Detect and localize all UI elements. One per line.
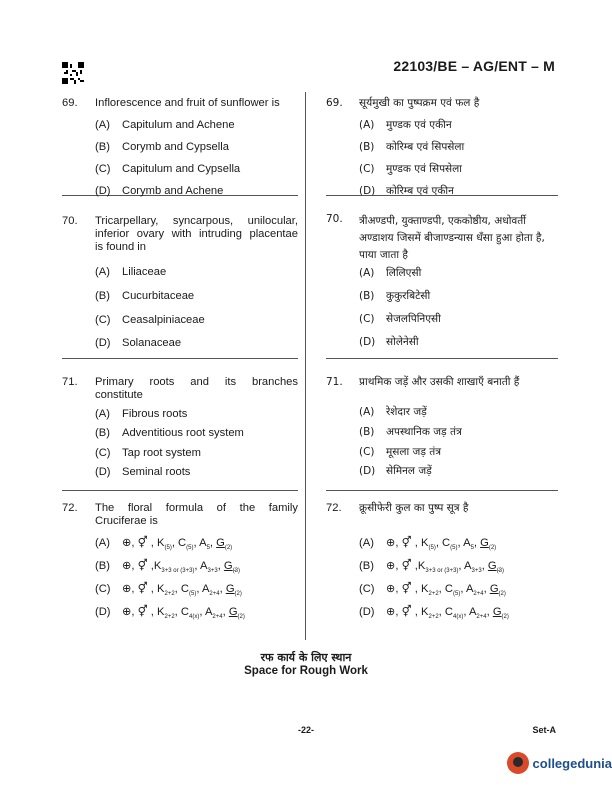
question-70 bbox=[62, 215, 298, 349]
rough-work-label: Space for Rough Work bbox=[244, 665, 368, 677]
option-b[interactable]: (B) कोरिम्ब एवं सिपसेला bbox=[359, 141, 465, 153]
question-text-line: पाया जाता है bbox=[359, 249, 408, 261]
paper-code: 22103/BE – AG/ENT – M bbox=[393, 58, 555, 74]
question-number: 72. bbox=[326, 502, 342, 514]
question-number: 70. bbox=[62, 215, 78, 227]
option-b[interactable]: (B) ⊕, ⚥ $,K_{3+3 or (3+3)}$, $A_{3+3}$, $G_{(3)}$ bbox=[359, 560, 504, 575]
option-d[interactable]: (D) Seminal roots bbox=[95, 466, 191, 478]
question-69-hindi bbox=[326, 97, 558, 197]
question-69 bbox=[62, 97, 298, 197]
rough-work-label-hindi: रफ कार्य के लिए स्थान bbox=[260, 651, 352, 664]
column-divider bbox=[305, 92, 306, 640]
question-text-line: त्रीअण्डपी, युक्ताण्डपी, एककोष्ठीय, अधोवर्ती bbox=[359, 215, 526, 227]
option-c[interactable]: (C) मुण्डक एवं सिपसेला bbox=[359, 163, 462, 175]
question-72 bbox=[62, 502, 298, 621]
option-b[interactable]: (B) Cucurbitaceae bbox=[95, 290, 195, 302]
option-a[interactable]: (A) ⊕, ⚥ , $K_{(5)}$, $C_{(5)}$, $A_5$, $G_{(2)}$ bbox=[95, 537, 233, 552]
hindi-column bbox=[326, 0, 558, 700]
option-b[interactable]: (B) ⊕, ⚥ $,K_{3+3 or (3+3)}$, $A_{3+3}$, $G_{(3)}$ bbox=[95, 560, 240, 575]
question-text: Inflorescence and fruit of sunflower is bbox=[95, 97, 280, 109]
option-a[interactable]: (A) Liliaceae bbox=[95, 266, 167, 278]
question-number: 69. bbox=[326, 97, 343, 109]
option-c[interactable]: (C) सेजलपिनिएसी bbox=[359, 313, 441, 325]
option-d[interactable]: (D) ⊕, ⚥ , $K_{2+2}$, $C_{4(x)}$, $A_{2+4}$, $G_{(2)}$ bbox=[359, 606, 509, 621]
option-b[interactable]: (B) अपस्थानिक जड़ तंत्र bbox=[359, 426, 462, 438]
page-number: -22- bbox=[297, 725, 314, 735]
question-70-hindi bbox=[326, 213, 558, 348]
option-c[interactable]: (C) मूसला जड़ तंत्र bbox=[359, 446, 442, 458]
question-71 bbox=[62, 376, 298, 478]
option-c[interactable]: (C) Tap root system bbox=[95, 447, 201, 459]
option-d[interactable]: (D) Solanaceae bbox=[95, 337, 182, 349]
english-column bbox=[62, 0, 298, 700]
option-d[interactable]: (D) सोलेनेसी bbox=[359, 336, 419, 348]
question-text-line: अण्डाशय जिसमें बीजाण्डन्यास धँसा हुआ होता है, bbox=[359, 232, 545, 244]
question-text-line: Cruciferae is bbox=[95, 515, 158, 527]
option-a[interactable]: (A) ⊕, ⚥ , $K_{(5)}$, $C_{(5)}$, $A_5$, $G_{(2)}$ bbox=[359, 537, 497, 552]
option-a[interactable]: (A) मुण्डक एवं एकीन bbox=[359, 119, 452, 131]
logo-text: collegedunia bbox=[532, 755, 612, 771]
option-c[interactable]: (C) Capitulum and Cypsella bbox=[95, 163, 241, 175]
option-c[interactable]: (C) Ceasalpiniaceae bbox=[95, 314, 205, 326]
question-72-hindi bbox=[326, 502, 558, 621]
option-d[interactable]: (D) ⊕, ⚥ , $K_{2+2}$, $C_{4(x)}$, $A_{2+4}$, $G_{(2)}$ bbox=[95, 606, 245, 621]
option-a[interactable]: (A) Capitulum and Achene bbox=[95, 119, 235, 131]
option-b[interactable]: (B) Adventitious root system bbox=[95, 427, 244, 439]
question-text: क्रूसीफेरी कुल का पुष्प सूत्र है bbox=[359, 502, 469, 514]
question-text-line: Tricarpellary, syncarpous, unilocular, bbox=[95, 215, 298, 227]
question-number: 71. bbox=[326, 376, 343, 388]
question-text-line: inferior ovary with intruding placentae bbox=[95, 228, 298, 240]
question-71-hindi bbox=[326, 376, 558, 477]
question-text: प्राथमिक जड़ें और उसकी शाखाएँ बनाती हैं bbox=[359, 376, 520, 388]
option-a[interactable]: (A) Fibrous roots bbox=[95, 408, 188, 420]
option-c[interactable]: (C) ⊕, ⚥ , $K_{2+2}$, $C_{(5)}$, $A_{2+4}$, $G_{(2)}$ bbox=[95, 583, 242, 598]
option-b[interactable]: (B) Corymb and Cypsella bbox=[95, 141, 229, 153]
option-d[interactable]: (D) Corymb and Achene bbox=[95, 185, 224, 197]
collegedunia-logo-icon bbox=[507, 752, 529, 774]
question-number: 69. bbox=[62, 97, 78, 109]
set-label: Set-A bbox=[532, 725, 556, 735]
question-number: 71. bbox=[62, 376, 78, 388]
option-d[interactable]: (D) कोरिम्ब एवं एकीन bbox=[359, 185, 454, 197]
question-text-line: is found in bbox=[95, 241, 146, 253]
question-text-line: Primary roots and its branches bbox=[95, 376, 298, 388]
option-a[interactable]: (A) रेशेदार जड़ें bbox=[359, 406, 427, 418]
question-text: सूर्यमुखी का पुष्पक्रम एवं फल है bbox=[359, 97, 480, 109]
question-number: 70. bbox=[326, 213, 343, 225]
brand-logo bbox=[507, 752, 612, 774]
option-b[interactable]: (B) कुकुरबिटेसी bbox=[359, 290, 431, 302]
option-a[interactable]: (A) लिलिएसी bbox=[359, 267, 422, 279]
question-number: 72. bbox=[62, 502, 78, 514]
option-d[interactable]: (D) सेमिनल जड़ें bbox=[359, 465, 432, 477]
question-text-line: constitute bbox=[95, 389, 143, 401]
option-c[interactable]: (C) ⊕, ⚥ , $K_{2+2}$, $C_{(5)}$, $A_{2+4}$, $G_{(2)}$ bbox=[359, 583, 506, 598]
question-text-line: The floral formula of the family bbox=[95, 502, 298, 514]
